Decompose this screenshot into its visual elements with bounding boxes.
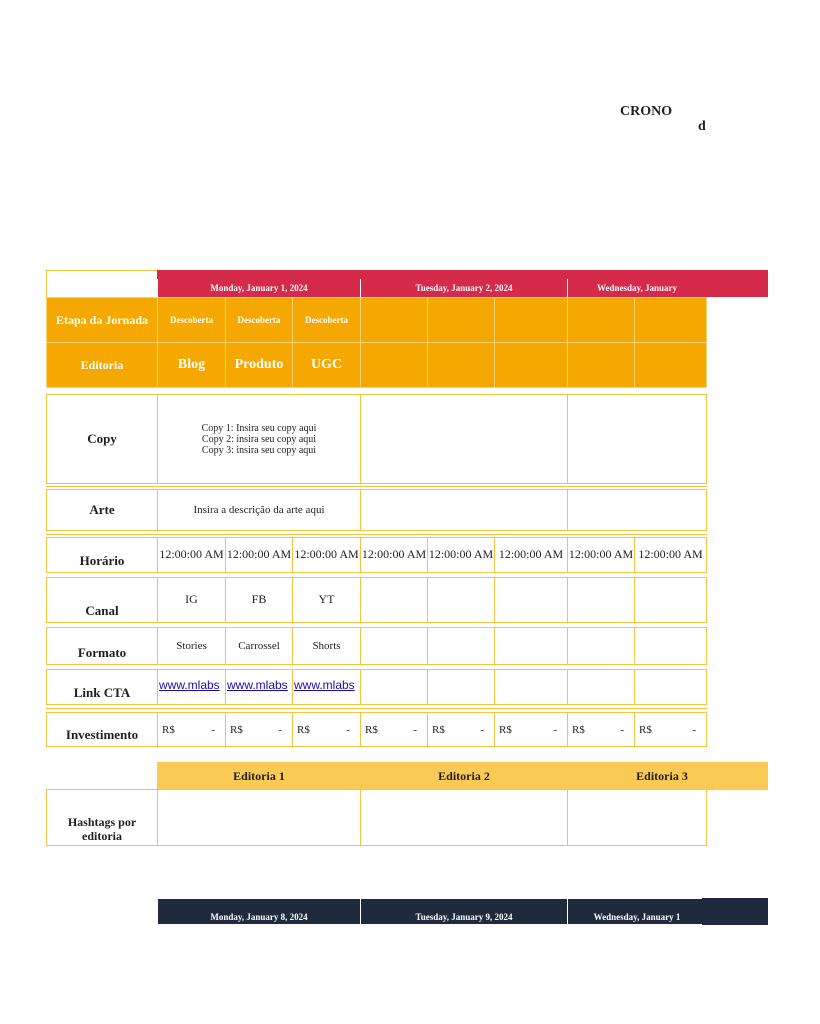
currency-label: R$ bbox=[572, 723, 585, 736]
editoria-cell[interactable] bbox=[567, 342, 635, 388]
copy-line-1: Copy 1: Insira seu copy aqui bbox=[201, 422, 317, 434]
page-title bbox=[620, 104, 820, 134]
etapa-cell[interactable] bbox=[634, 297, 707, 343]
date-band-top bbox=[157, 270, 707, 279]
label-horario: Horário bbox=[46, 537, 158, 573]
label-canal: Canal bbox=[46, 577, 158, 623]
link-cta-cell[interactable] bbox=[567, 669, 635, 705]
amount-dash: - bbox=[692, 723, 696, 736]
editoria-cell[interactable]: Produto bbox=[225, 342, 293, 388]
hashtag-editoria-header: Editoria 2 bbox=[360, 762, 568, 790]
date-header-week2-1: Monday, January 8, 2024 bbox=[157, 898, 361, 925]
currency-label: R$ bbox=[230, 723, 243, 736]
canal-cell[interactable] bbox=[360, 577, 428, 623]
etapa-cell[interactable]: Descoberta bbox=[292, 297, 361, 343]
etapa-cell[interactable]: Descoberta bbox=[225, 297, 293, 343]
label-link-cta: Link CTA bbox=[46, 669, 158, 705]
editoria-cell[interactable]: UGC bbox=[292, 342, 361, 388]
investimento-cell[interactable] bbox=[225, 712, 293, 747]
label-investimento: Investimento bbox=[46, 712, 158, 747]
etapa-cell[interactable] bbox=[494, 297, 568, 343]
editoria-cell[interactable] bbox=[427, 342, 495, 388]
amount-dash: - bbox=[480, 723, 484, 736]
formato-cell[interactable] bbox=[567, 627, 635, 665]
editoria-cell[interactable] bbox=[634, 342, 707, 388]
link-cta-cell[interactable] bbox=[360, 669, 428, 705]
investimento-cell[interactable] bbox=[634, 712, 707, 747]
formato-cell[interactable]: Carrossel bbox=[225, 627, 293, 665]
date-header-week2-2: Tuesday, January 9, 2024 bbox=[360, 898, 568, 925]
title-line-2: d bbox=[698, 119, 706, 134]
hashtag-band-overflow bbox=[702, 762, 768, 790]
formato-cell[interactable]: Shorts bbox=[292, 627, 361, 665]
editoria-cell[interactable]: Blog bbox=[157, 342, 226, 388]
formato-cell[interactable] bbox=[494, 627, 568, 665]
canal-cell[interactable]: IG bbox=[157, 577, 226, 623]
link-cta-cell[interactable]: www.mlabs bbox=[157, 669, 226, 705]
editoria-cell[interactable] bbox=[360, 342, 428, 388]
horario-cell[interactable]: 12:00:00 AM bbox=[225, 537, 293, 573]
horario-cell[interactable]: 12:00:00 AM bbox=[360, 537, 428, 573]
copy-line-3: Copy 3: insira seu copy aqui bbox=[201, 444, 317, 456]
row-separator bbox=[46, 534, 707, 535]
amount-dash: - bbox=[211, 723, 215, 736]
link-cta-cell[interactable] bbox=[634, 669, 707, 705]
amount-dash: - bbox=[346, 723, 350, 736]
investimento-cell[interactable] bbox=[567, 712, 635, 747]
canal-cell[interactable] bbox=[567, 577, 635, 623]
canal-cell[interactable]: YT bbox=[292, 577, 361, 623]
copy-line-2: Copy 2: insira seu copy aqui bbox=[201, 433, 317, 445]
amount-dash: - bbox=[278, 723, 282, 736]
investimento-cell[interactable] bbox=[292, 712, 361, 747]
currency-label: R$ bbox=[297, 723, 310, 736]
date-header-3: Wednesday, January bbox=[567, 278, 707, 298]
currency-label: R$ bbox=[162, 723, 175, 736]
horario-cell[interactable]: 12:00:00 AM bbox=[292, 537, 361, 573]
copy-cell[interactable] bbox=[567, 394, 707, 484]
row-separator bbox=[46, 708, 707, 709]
amount-dash: - bbox=[620, 723, 624, 736]
amount-dash: - bbox=[413, 723, 417, 736]
currency-label: R$ bbox=[639, 723, 652, 736]
etapa-cell[interactable] bbox=[360, 297, 428, 343]
corner-cell bbox=[46, 270, 158, 298]
investimento-cell[interactable] bbox=[494, 712, 568, 747]
formato-cell[interactable] bbox=[360, 627, 428, 665]
copy-cell[interactable] bbox=[360, 394, 568, 484]
currency-label: R$ bbox=[432, 723, 445, 736]
title-line-1: CRONO bbox=[620, 104, 673, 119]
currency-label: R$ bbox=[365, 723, 378, 736]
week2-band-overflow bbox=[702, 898, 768, 925]
label-arte: Arte bbox=[46, 489, 158, 531]
horario-cell[interactable]: 12:00:00 AM bbox=[567, 537, 635, 573]
label-editoria: Editoria bbox=[46, 342, 158, 388]
etapa-cell[interactable]: Descoberta bbox=[157, 297, 226, 343]
date-header-2: Tuesday, January 2, 2024 bbox=[360, 278, 568, 298]
investimento-cell[interactable] bbox=[157, 712, 226, 747]
etapa-cell[interactable] bbox=[567, 297, 635, 343]
investimento-cell[interactable] bbox=[360, 712, 428, 747]
arte-cell[interactable] bbox=[567, 489, 707, 531]
horario-cell[interactable]: 12:00:00 AM bbox=[634, 537, 707, 573]
label-formato: Formato bbox=[46, 627, 158, 665]
date-band-overflow bbox=[702, 270, 768, 297]
link-cta-cell[interactable] bbox=[494, 669, 568, 705]
horario-cell[interactable]: 12:00:00 AM bbox=[494, 537, 568, 573]
currency-label: R$ bbox=[499, 723, 512, 736]
editoria-cell[interactable] bbox=[494, 342, 568, 388]
horario-cell[interactable]: 12:00:00 AM bbox=[427, 537, 495, 573]
formato-cell[interactable]: Stories bbox=[157, 627, 226, 665]
hashtag-editoria-header: Editoria 1 bbox=[157, 762, 361, 790]
canal-cell[interactable]: FB bbox=[225, 577, 293, 623]
date-header-1: Monday, January 1, 2024 bbox=[157, 278, 361, 298]
formato-cell[interactable] bbox=[427, 627, 495, 665]
label-copy: Copy bbox=[46, 394, 158, 484]
link-cta-cell[interactable] bbox=[427, 669, 495, 705]
hashtag-cell[interactable] bbox=[567, 789, 707, 846]
hashtag-cell[interactable] bbox=[360, 789, 568, 846]
horario-cell[interactable]: 12:00:00 AM bbox=[157, 537, 226, 573]
copy-cell[interactable] bbox=[157, 394, 361, 484]
investimento-cell[interactable] bbox=[427, 712, 495, 747]
arte-cell[interactable]: Insira a descrição da arte aqui bbox=[157, 489, 361, 531]
link-cta-cell[interactable]: www.mlabs bbox=[292, 669, 361, 705]
label-hashtags: Hashtags por editoria bbox=[46, 789, 158, 846]
arte-cell[interactable] bbox=[360, 489, 568, 531]
hashtag-editoria-header: Editoria 3 bbox=[567, 762, 707, 790]
date-header-week2-3: Wednesday, January 1 bbox=[567, 898, 707, 925]
row-separator bbox=[46, 486, 707, 487]
canal-cell[interactable] bbox=[634, 577, 707, 623]
link-cta-cell[interactable]: www.mlabs bbox=[225, 669, 293, 705]
amount-dash: - bbox=[553, 723, 557, 736]
formato-cell[interactable] bbox=[634, 627, 707, 665]
etapa-cell[interactable] bbox=[427, 297, 495, 343]
hashtag-cell[interactable] bbox=[157, 789, 361, 846]
canal-cell[interactable] bbox=[494, 577, 568, 623]
canal-cell[interactable] bbox=[427, 577, 495, 623]
label-etapa: Etapa da Jornada bbox=[46, 297, 158, 343]
